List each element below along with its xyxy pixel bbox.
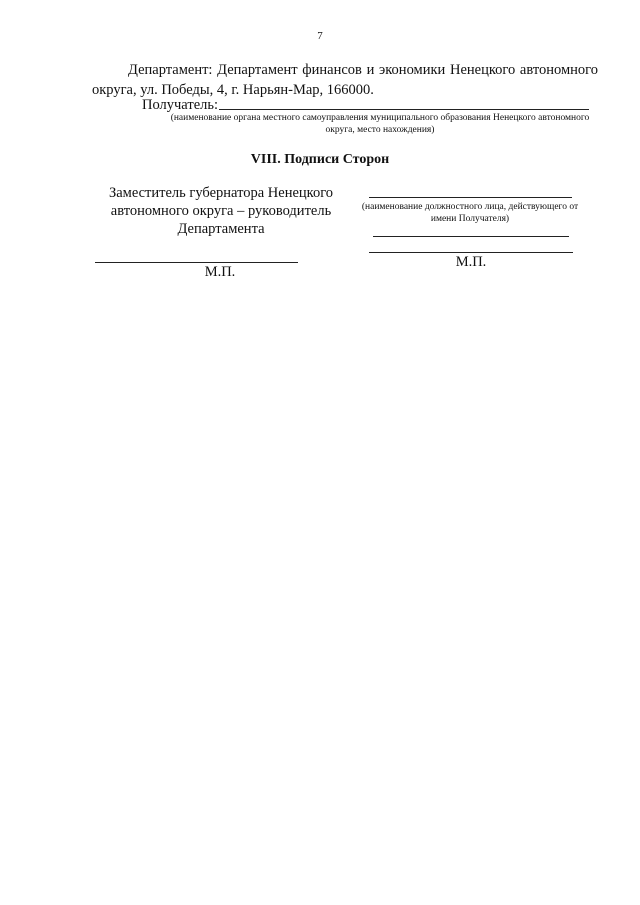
recipient-caption: (наименование органа местного самоуправления муниципального образования Ненецкого автономного округа, место нахождения) (170, 113, 590, 135)
section-title: VIII. Подписи Сторон (250, 152, 390, 167)
recipient-label: Получатель: (142, 97, 219, 113)
right-official-name-line (369, 197, 572, 198)
right-signature-line-lower (369, 252, 573, 253)
left-signature-line (95, 262, 298, 263)
recipient-blank-line (219, 109, 589, 110)
page-number: 7 (317, 30, 323, 42)
right-stamp-label: М.П. (455, 254, 487, 270)
left-stamp-label: М.П. (204, 264, 236, 280)
left-signer-position: Заместитель губернатора Ненецкого автономного округа – руководитель Департамента (108, 185, 334, 237)
right-signature-line (373, 236, 569, 237)
department-details: Департамент: Департамент финансов и экономики Ненецкого автономного округа, ул. Победы, 4, г. Нарьян-Мар, 166000. (92, 62, 598, 98)
right-official-caption: (наименование должностного лица, действующего от имени Получателя) (361, 202, 579, 224)
